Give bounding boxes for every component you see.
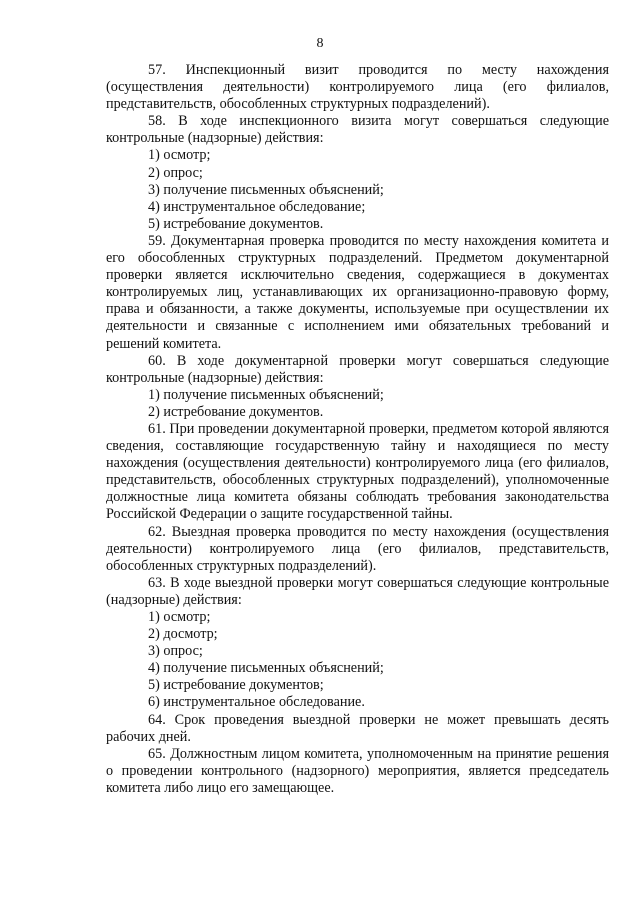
list-item: 1) осмотр;: [148, 609, 211, 625]
list-item: 2) истребование документов.: [148, 403, 324, 420]
paragraph-58: 58. В ходе инспекционного визита могут совершаться следующие контрольные (надзорные) действия:: [106, 113, 609, 147]
document-body: [106, 62, 609, 797]
list-item: 4) получение письменных объяснений;: [148, 660, 384, 677]
list-item: 5) истребование документов.: [148, 215, 324, 232]
list-item: 2) опрос;: [148, 164, 203, 181]
list-item: 6) инструментальное обследование.: [148, 694, 365, 711]
paragraph-65: 65. Должностным лицом комитета, уполномоченным на принятие решения о проведении контрольного (надзорного) мероприятия, является председатель комитета либо лицо его замещающее.: [106, 745, 609, 796]
paragraph-59: 59. Документарная проверка проводится по месту нахождения комитета и его обособленных структурных подразделений. Предметом документарной проверки является исключительно сведения, содержащиеся в документах контролируемых лиц, устанавливающих их организационно-правовую форму, права и обязанности, а также документы, используемые при осуществлении их деятельности и связанные с исполнением ими обязательных требований и решений комитета.: [106, 232, 609, 352]
paragraph-57: 57. Инспекционный визит проводится по месту нахождения (осуществления деятельности) контролируемого лица (его филиалов, представительств, обособленных структурных подразделений).: [106, 62, 609, 113]
list-item: 1) получение письменных объяснений;: [148, 386, 384, 403]
list-item: 3) опрос;: [148, 643, 203, 660]
page-number: 8: [316, 36, 324, 51]
list-item: 5) истребование документов;: [148, 677, 324, 694]
paragraph-63: 63. В ходе выездной проверки могут совершаться следующие контрольные (надзорные) действия:: [106, 574, 609, 608]
list-item: 4) инструментальное обследование;: [148, 198, 366, 215]
paragraph-64: 64. Срок проведения выездной проверки не может превышать десять рабочих дней.: [106, 711, 609, 745]
list-item: 1) осмотр;: [148, 147, 211, 164]
paragraph-62: 62. Выездная проверка проводится по месту нахождения (осуществления деятельности) контролируемого лица (его филиалов, представительств, обособленных структурных подразделений).: [106, 523, 609, 574]
paragraph-60: 60. В ходе документарной проверки могут совершаться следующие контрольные (надзорные) действия:: [106, 352, 609, 386]
paragraph-61: 61. При проведении документарной проверки, предметом которой являются сведения, составляющие государственную тайну и находящиеся по месту нахождения (осуществления деятельности) контролируемого лица (его филиалов, представительств, обособленных структурных подразделений), уполномоченные должностные лица комитета обязаны соблюдать требования законодательства Российской Федерации о защите государственной тайны.: [106, 420, 609, 523]
list-item: 3) получение письменных объяснений;: [148, 181, 384, 198]
list-item: 2) досмотр;: [148, 626, 218, 643]
